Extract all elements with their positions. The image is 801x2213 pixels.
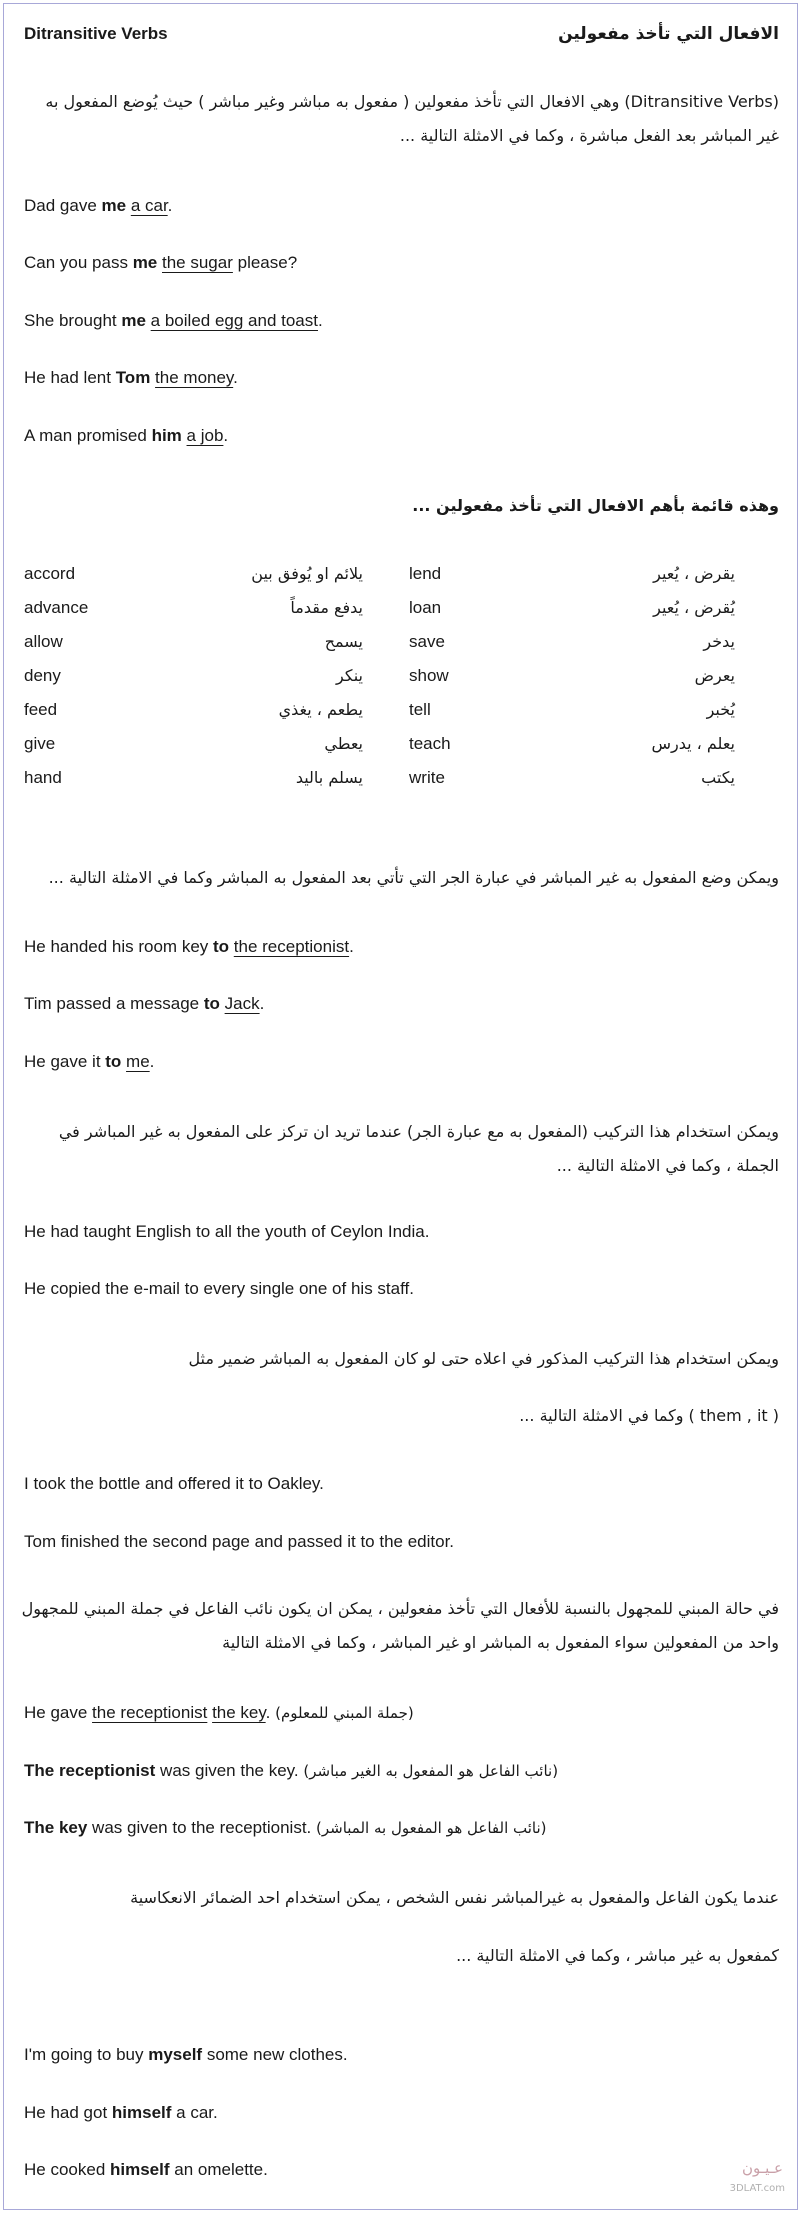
title-english: Ditransitive Verbs [24,24,168,43]
direct-object: the money [155,368,234,387]
indirect-object: the receptionist [233,937,350,956]
direct-object: the sugar [162,253,233,272]
passive-subject: The key [24,1818,88,1837]
verb-en: allow [24,632,63,651]
reflexive-pronoun: himself [111,2103,172,2122]
indirect-object: Tom [115,368,151,387]
active-example [24,1703,414,1723]
example-sentence: He copied the e-mail to every single one of his staff. [24,1279,414,1298]
text: Can you pass [24,253,133,272]
verb-ar: يقرض ، يُعير [653,564,735,583]
passive-line-1: في حالة المبني للمجهول بالنسبة للأفعال التي تأخذ مفعولين ، يمكن ان يكون نائب الفاعل في جملة المبني للمجهول [21,1599,779,1618]
focus-line-2: الجملة ، وكما في الامثلة التالية ... [556,1156,779,1175]
indirect-object: me [132,253,158,272]
watermark-text-top: عـيـون [741,2159,783,2177]
direct-object: a job [186,426,224,445]
verb-en: write [409,768,445,787]
verb-ar: يسلم باليد [295,768,363,787]
reflexive-pronoun: himself [110,2160,170,2179]
text: She brought [24,311,122,330]
verb-en: save [409,632,445,651]
verb-en: feed [24,700,58,719]
example-sentence: I took the bottle and offered it to Oakley. [24,1474,324,1493]
verb-ar: يلائم او يُوفق بين [251,564,363,583]
text: . [149,1052,155,1071]
indirect-object: me [101,196,127,215]
example-sentence [24,311,323,331]
example-sentence [24,1052,154,1072]
verb-ar: يكتب [701,768,735,787]
example-sentence [24,368,238,388]
preposition: to [203,994,220,1013]
verb-list-heading: وهذه قائمة بأهم الافعال التي تأخذ مفعولين ... [412,496,779,515]
example-sentence [24,2160,268,2180]
arabic-note: (نائب الفاعل هو المفعول به المباشر) [316,1819,547,1837]
text: He cooked [24,2160,110,2179]
verb-en: loan [409,598,442,617]
prep-intro: ويمكن وضع المفعول به غير المباشر في عبارة الجر التي تأتي بعد المفعول به المباشر وكما في الامثلة التالية ... [48,868,779,887]
watermark-logo [707,2157,787,2207]
text: . [167,196,173,215]
indirect-object: me [121,311,146,330]
indirect-object: the receptionist [92,1703,208,1722]
verb-ar: يسمح [324,632,363,651]
example-sentence [24,2045,348,2065]
text: was given the key. [155,1761,304,1780]
verb-ar: يدخر [703,632,735,651]
example-sentence [24,426,228,446]
direct-object: the key [212,1703,266,1722]
intro-line-1: (Ditransitive Verbs) وهي الافعال التي تأخذ مفعولين ( مفعول به مباشر وغير مباشر ) حيث يُوضع المفعول به [45,92,779,111]
passive-example [24,1818,547,1838]
example-sentence: Tom finished the second page and passed it to the editor. [24,1532,455,1551]
verb-ar: يدفع مقدماً [290,598,363,617]
verb-ar: يعطي [324,734,363,753]
verb-en: tell [409,700,431,719]
verb-en: advance [24,598,89,617]
pronoun-line-1: ويمكن استخدام هذا التركيب المذكور في اعلاه حتى لو كان المفعول به المباشر ضمير مثل [188,1349,779,1368]
text: A man promised [24,426,152,445]
text: was given to the receptionist. [87,1818,316,1837]
reflexive-line-2: كمفعول به غير مباشر ، وكما في الامثلة التالية ... [456,1946,779,1965]
preposition: to [105,1052,122,1071]
reflexive-pronoun: myself [148,2045,203,2064]
text: He gave it [24,1052,106,1071]
verb-en: accord [24,564,76,583]
verb-en: show [409,666,449,685]
verb-en: give [24,734,56,753]
example-sentence [24,2103,218,2123]
text: He had lent [24,368,116,387]
text: . [317,311,323,330]
example-sentence [24,937,354,957]
indirect-object: him [151,426,182,445]
text: some new clothes. [202,2045,348,2064]
focus-line-1: ويمكن استخدام هذا التركيب (المفعول به مع عبارة الجر) عندما تريد ان تركز على المفعول به غير المباشر في [58,1122,779,1141]
verb-en: lend [409,564,442,583]
pronoun-line-2: ( them , it ) وكما في الامثلة التالية ... [519,1406,779,1425]
watermark-text-bottom: 3DLAT.com [729,2183,785,2194]
verb-en: hand [24,768,62,787]
example-sentence [24,196,172,216]
verb-ar: يطعم ، يغذي [278,700,363,719]
text: He gave [24,1703,93,1722]
direct-object: a car [130,196,168,215]
text: Dad gave [24,196,102,215]
verb-ar: يُخبر [706,700,735,719]
text: a car. [171,2103,218,2122]
verb-ar: يعرض [694,666,735,685]
text: please? [232,253,298,272]
intro-line-2: غير المباشر بعد الفعل مباشرة ، وكما في الامثلة التالية ... [399,126,779,145]
title-arabic: الافعال التي تأخذ مفعولين [558,24,779,44]
arabic-note: (نائب الفاعل هو المفعول به الغير مباشر) [303,1762,559,1780]
indirect-object: me [126,1052,150,1071]
passive-example [24,1761,558,1781]
example-sentence [24,994,264,1014]
text: Tim passed a message [24,994,204,1013]
verb-ar: يُقرض ، يُعير [653,598,735,617]
passive-line-2: واحد من المفعولين سواء المفعول به المباشر او غير المباشر ، وكما في الامثلة التالية [222,1633,779,1652]
text: . [233,368,238,387]
text: . [265,1703,276,1722]
text: He had got [24,2103,112,2122]
passive-subject: The receptionist [24,1761,156,1780]
example-sentence [24,253,297,273]
text: I'm going to buy [24,2045,149,2064]
indirect-object: Jack [224,994,260,1013]
text: . [259,994,265,1013]
text: . [349,937,354,956]
text: an omelette. [169,2160,268,2179]
text: He handed his room key [24,937,213,956]
page-frame [3,3,798,2210]
verb-en: deny [24,666,61,685]
reflexive-line-1: عندما يكون الفاعل والمفعول به غيرالمباشر نفس الشخص ، يمكن استخدام احد الضمائر الانعكاسية [130,1888,779,1907]
verb-en: teach [409,734,451,753]
verb-ar: يعلم ، يدرس [651,734,735,753]
verb-ar: ينكر [336,666,363,685]
arabic-note: (جملة المبني للمعلوم) [275,1704,414,1722]
example-sentence: He had taught English to all the youth of Ceylon India. [24,1222,430,1241]
preposition: to [213,937,230,956]
text: . [223,426,229,445]
direct-object: a boiled egg and toast [150,311,318,330]
